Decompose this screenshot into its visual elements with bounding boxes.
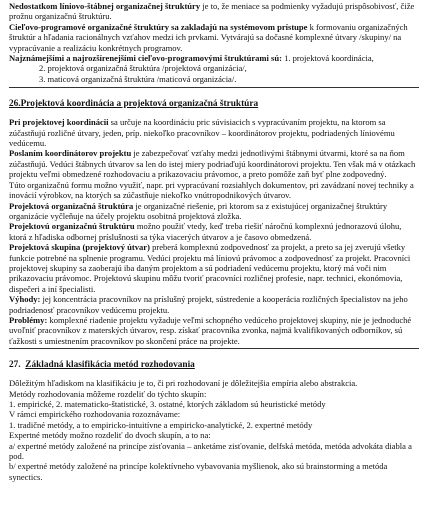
- bold-term: Cieľovo-programové organizačné štruktúry sa zakladajú na systémovom prístupe: [9, 21, 308, 32]
- paragraph: Projektová skupina (projektový útvar) preberá komplexnú zodpovednosť za projekt, a preto sa jej zverujú všetky funkcie potrebné na splnenie programu. Vedúci projektu má líniovú právomoc a zodpovednosť za projekt. Pracovníci projektovej skupiny sa zaoberajú iba daným projektom a sú podriadení vedúcemu projektu, ktorý má voči nim prikazovaciu právomoc. Projektovú skupinu môžu tvoriť pracovníci rozličnej profesie, napr. technici, ekonómovia, dispečeri a iní špecialisti.: [9, 242, 411, 294]
- paragraph: Problémy: komplexné riadenie projektu vyžaduje veľmi schopného vedúceho projektovej skupiny, nie je jednoduché uvoľniť pracovníkov z materských útvarov, resp. získať pracovníka zvonka, najmä kvalifikovaných odborníkov, sú ťažkosti s umiestnením pracovníkov po skončení práce na projekte.: [9, 314, 412, 346]
- bold-term: Projektová skupina (projektový útvar): [9, 242, 150, 253]
- list-item: 2. projektová organizačná štruktúra /projektová organizácia/,: [39, 63, 247, 74]
- paragraph: Pri projektovej koordinácii sa určuje na koordináciu pric súvisiacich s vypracúvaním projektu, na ktorom sa zúčastňujú rozličné útvary, jeden, príp. niekoľko pracovníkov – koordinátorov projektu, podriadených líniovému vedúcemu.: [9, 117, 395, 149]
- paragraph: 1. tradičné metódy, a to empiricko-intuitívne a empiricko-analytické, 2. expertné metódy: [9, 419, 313, 430]
- intro-paragraph-1: Nedostatkom líniovo-štábnej organizačnej štruktúry je to, že meniace sa podmienky vyžadujú prispôsobivosť, čiže prožnu organizačnú štruktúru.: [9, 1, 415, 22]
- section-heading-26: 26.Projektová koordinácia a projektová organizačná štruktúra: [9, 99, 259, 110]
- section-divider: [9, 87, 419, 88]
- paragraph: a/ expertné metódy založené na princípe zisťovania – anketáme zisťovanie, delfská metóda, metóda advokáta diabla a pod.: [9, 440, 412, 462]
- paragraph: Túto organizačnú formu možno využiť, napr. pri vypracúvaní rozsiahlych dokumentov, pri zavádzaní novej techniky a inovácií výrobkov, na ktorých sa zúčastňuje niekoľko vnútropodnikových útvarov.: [9, 179, 414, 201]
- paragraph: Výhody: jej koncentrácia pracovníkov na príslušný projekt, sústredenie a kooperácia rozličných špecialistov na jeho podriadenosť pracovníkov vedúcemu projektu.: [9, 294, 408, 315]
- paragraph: Dôležitým hľadiskom na klasifikáciu je to, či pri rozhodovaní je dôležitejšia empíria alebo abstrakcia.: [9, 378, 358, 389]
- paragraph: V rámci empirického rozhodovania rozoznávame:: [9, 409, 181, 420]
- bold-term: Pri projektovej koordinácii: [9, 117, 109, 128]
- bold-term: Projektová organizačná štruktúra: [9, 200, 134, 211]
- intro-paragraph-3: Najznámejšími a najrozšírenejšími cieľovo-programovými štruktúrami sú: 1. projektová koordinácia,: [9, 53, 374, 64]
- paragraph: Projektová organizačná štruktúra je organizačné riešenie, pri ktorom sa z existujúcej organizačnej štruktúry organizácie vyčleňuje na účely projektu osobitná projektová zložka.: [9, 200, 388, 221]
- paragraph: 1. empirické, 2. matematicko-štatistické, 3. ostatné, ktorých základom sú heuristické metódy: [9, 399, 326, 409]
- section-26-body: [9, 117, 419, 346]
- bold-term: Poslaním koordinátorov projektu: [9, 148, 132, 159]
- paragraph: Projektovú organizačnú štruktúru možno použiť vtedy, keď treba riešiť náročnú komplexnú jednorazovú úlohu, ktorá z hľadiska odbornej príslušnosti sa týka viacerých útvarov a je časovo obmedzená.: [9, 221, 402, 242]
- bold-term: Projektovú organizačnú štruktúru: [9, 221, 135, 232]
- paragraph: Metódy rozhodovania môžeme rozdeliť do týchto skupín:: [9, 388, 207, 399]
- bold-term: Výhody:: [9, 294, 41, 305]
- bold-term: Problémy:: [9, 314, 48, 325]
- bold-term: Najznámejšími a najrozšírenejšími cieľovo-programovými štruktúrami sú:: [9, 53, 282, 64]
- section-divider: [9, 348, 419, 349]
- bold-term: Nedostatkom líniovo-štábnej organizačnej štruktúry: [9, 1, 201, 11]
- section-27-body: [9, 378, 419, 482]
- paragraph: Expertné metódy možno rozdeliť do dvoch skupín, a to na:: [9, 430, 211, 441]
- intro-section: [9, 0, 419, 84]
- paragraph: b/ expertné metódy založené na princípe kolektívneho vybavovania myšlienok, ako sú brainstorming a metóda synectics.: [9, 461, 388, 482]
- section-heading-27: 27. Základná klasifikácia metód rozhodovania: [9, 360, 195, 371]
- list-item: 3. maticová organizačná štruktúra /maticová organizácia/.: [39, 73, 237, 84]
- paragraph: Poslaním koordinátorov projektu je zabezpečovať vzťahy medzi jednotlivými štábnymi útvarmi, ktoré sa na ňom zúčastňujú. Vedúci štábnych útvarov sa len do istej miery podriaďujú koordinátorovi projektu. Ten však má v otázkach projektu veľmi obmedzené rozhodovaciu a prikazovaciu právomoc, a preto pomôže zaň byť plne zodpovedný.: [9, 148, 416, 180]
- intro-paragraph-2: Cieľovo-programové organizačné štruktúry sa zakladajú na systémovom prístupe k formovaniu organizačných štruktúr a hľadania racionálnych vzťahov medzi ich prvkami. Vytvárajú sa dočasné komplexné útvary /skupiny/ na vypracúvanie a realizáciu konkrétnych programov.: [9, 21, 408, 53]
